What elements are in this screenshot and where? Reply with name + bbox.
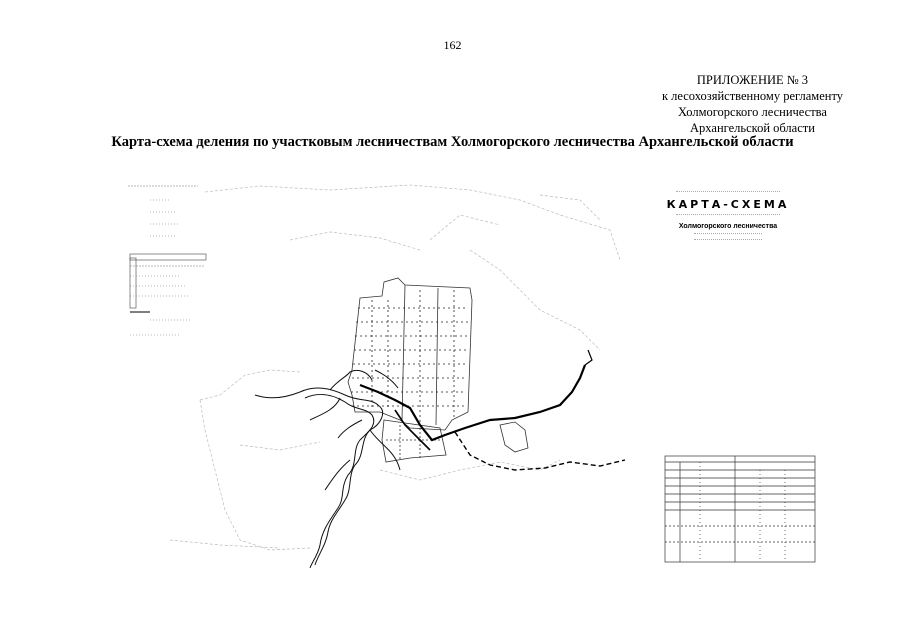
map-stamp (658, 188, 798, 244)
document-title: Карта-схема деления по участковым лесничествам Холмогорского лесничества Архангельской области (111, 134, 794, 150)
explication-table (665, 456, 815, 562)
stamp-title: КАРТА-СХЕМА (666, 198, 790, 211)
district-boundary (360, 350, 625, 470)
stamp-line-mid (676, 214, 780, 217)
river (255, 370, 400, 568)
appendix-line-3: Холмогорского лесничества (678, 105, 827, 119)
outer-boundaries (170, 185, 620, 550)
stamp-line-bottom-1 (694, 233, 762, 236)
stamp-line-bottom-2 (694, 239, 762, 242)
appendix-line-2: к лесохозяйственному регламенту (661, 89, 843, 103)
appendix-line-1: ПРИЛОЖЕНИЕ № 3 (696, 73, 809, 87)
page-number: 162 (443, 38, 462, 52)
stamp-subtitle: Холмогорского лесничества (678, 223, 778, 230)
legend-block (128, 186, 206, 335)
stamp-line-top (676, 191, 780, 194)
appendix-line-4: Архангельской области (690, 121, 815, 135)
